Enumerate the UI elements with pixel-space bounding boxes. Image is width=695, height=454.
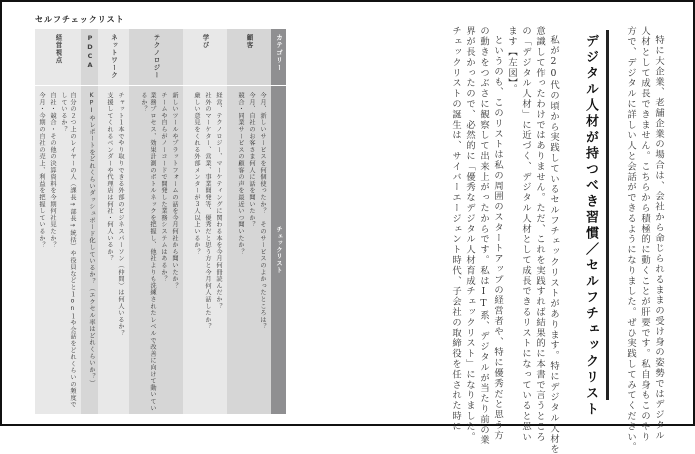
header-category: カテゴリー — [275, 34, 283, 72]
paragraph-line: 方で、デジタルに詳しい人と会話ができるようになりました。ぜひ実践してみてください。 — [625, 26, 636, 453]
paragraph-line: チェックリストの誕生は、サイバーエージェント時代、子会社の取締役を任された時に — [450, 26, 461, 432]
checklist-item: 競合・同業サービスの顧客の声を最近いつ聞いたか？ — [237, 92, 244, 256]
left-page-title: セルフチェックリスト — [35, 15, 125, 24]
checklist-item: 新しいツールやプラットフォームの話を今月何社から聞いたか？ — [171, 92, 178, 290]
category-label: テクノロジー — [152, 34, 161, 79]
paragraph-line: の動きをつぶさに観察して出来上がったからです。私はIT系、デジタルが当たり前の業 — [478, 26, 489, 446]
paragraph-line: というのも、このリストは私の周囲のスタートアップの経営者や、特に優秀だと思う方 — [492, 35, 503, 441]
paragraph-line: ます【左図】。 — [506, 26, 517, 95]
column-technology — [129, 29, 183, 414]
section-heading: デジタル人材が持つべき習慣／セルフチェックリスト — [583, 34, 598, 418]
heading-rule — [606, 30, 609, 400]
self-checklist-table — [35, 29, 296, 414]
checklist-item: 今月・今期の自社の売上、利益を把握しているか？ — [38, 92, 45, 249]
paragraph-line: 特に大企業、老舗企業の場合は、会社から命じられるままの受け身の姿勢ではデジタル — [653, 35, 664, 441]
paragraph-line: 界が長かったので、必然的に「優秀なデジタル人材育成チェックリスト」になりました。 — [464, 26, 475, 442]
column-header-bar — [271, 29, 286, 414]
column-customer — [227, 29, 271, 414]
checklist-item: チームや自らがノーコードで開発した業務システムはあるか？ — [160, 92, 167, 283]
column-pdca — [81, 29, 98, 414]
checklist-item: 経営、テクノロジー、マーケティングに関わる本を今月何冊読んだか？ — [215, 92, 222, 310]
paragraph-line: 私が20代の頃から実践しているセルフチェックリストがあります。特にデジタル人材を — [548, 35, 559, 454]
category-label: ネットワーク — [110, 34, 118, 79]
column-network — [98, 29, 129, 414]
category-label: 経営視点 — [54, 34, 63, 64]
category-label: 顧客 — [245, 34, 254, 49]
checklist-item: 今月、自社のお客さま何人に話を聞いたか？ — [248, 92, 255, 228]
checklist-item: 自分の２つ上のレイヤーの人（課長→部長→統括）や役員などと１on１や会話をどれくらいの頻度でしているか？ — [60, 92, 76, 408]
right-page-text — [370, 26, 665, 454]
checklist-item: 今月、新しいサービスを何個使ったか？ そのサービスのよかったところは？ — [259, 92, 266, 330]
paragraph-line: 人材として成長できません。こちらから積極的に動くことが肝要です。私自身もこのやり — [639, 26, 650, 442]
checklist-item: 支援してくれるベンダーや代理店は何社・何人いるか？ — [106, 92, 113, 262]
column-learning — [183, 29, 227, 414]
checklist-item: 厳しい意見をくれる外部メンターが３人以上いるか？ — [193, 92, 200, 256]
category-label: PDCA — [86, 34, 94, 70]
column-management-view — [35, 29, 81, 414]
checklist-item: KPIやレポートをどれくらいダッシュボード化しているか？（エクセル率はどれくらいか？） — [88, 92, 95, 387]
checklist-item: 業務プロセス、効果計測のボトルネックを把握し、他社よりも洗練されたレベルで改善に向けて動いているか？ — [140, 92, 156, 412]
checklist-item: チャット１本でやり取りできる外部のビジネスパーソン（仲間）は何人いるか？ — [117, 92, 124, 337]
checklist-item: 社外のマーケター、営業、事業開発等、優秀だと思う方と今月何人話したか？ — [204, 92, 211, 330]
checklist-item: 自社・競合・その他の決算資料を今期何社見たか？ — [49, 92, 56, 249]
paragraph-line: 意識して作ったわけではありません。ただ、これを実践すれば結果的に本書で言うところ — [534, 26, 545, 442]
category-label: 学び — [201, 34, 210, 49]
header-checklist: チェックリスト — [275, 226, 282, 274]
paragraph-line: の「デジタル人材」に近づく、デジタル人材として成長できるリストになっていると思い — [520, 26, 531, 442]
